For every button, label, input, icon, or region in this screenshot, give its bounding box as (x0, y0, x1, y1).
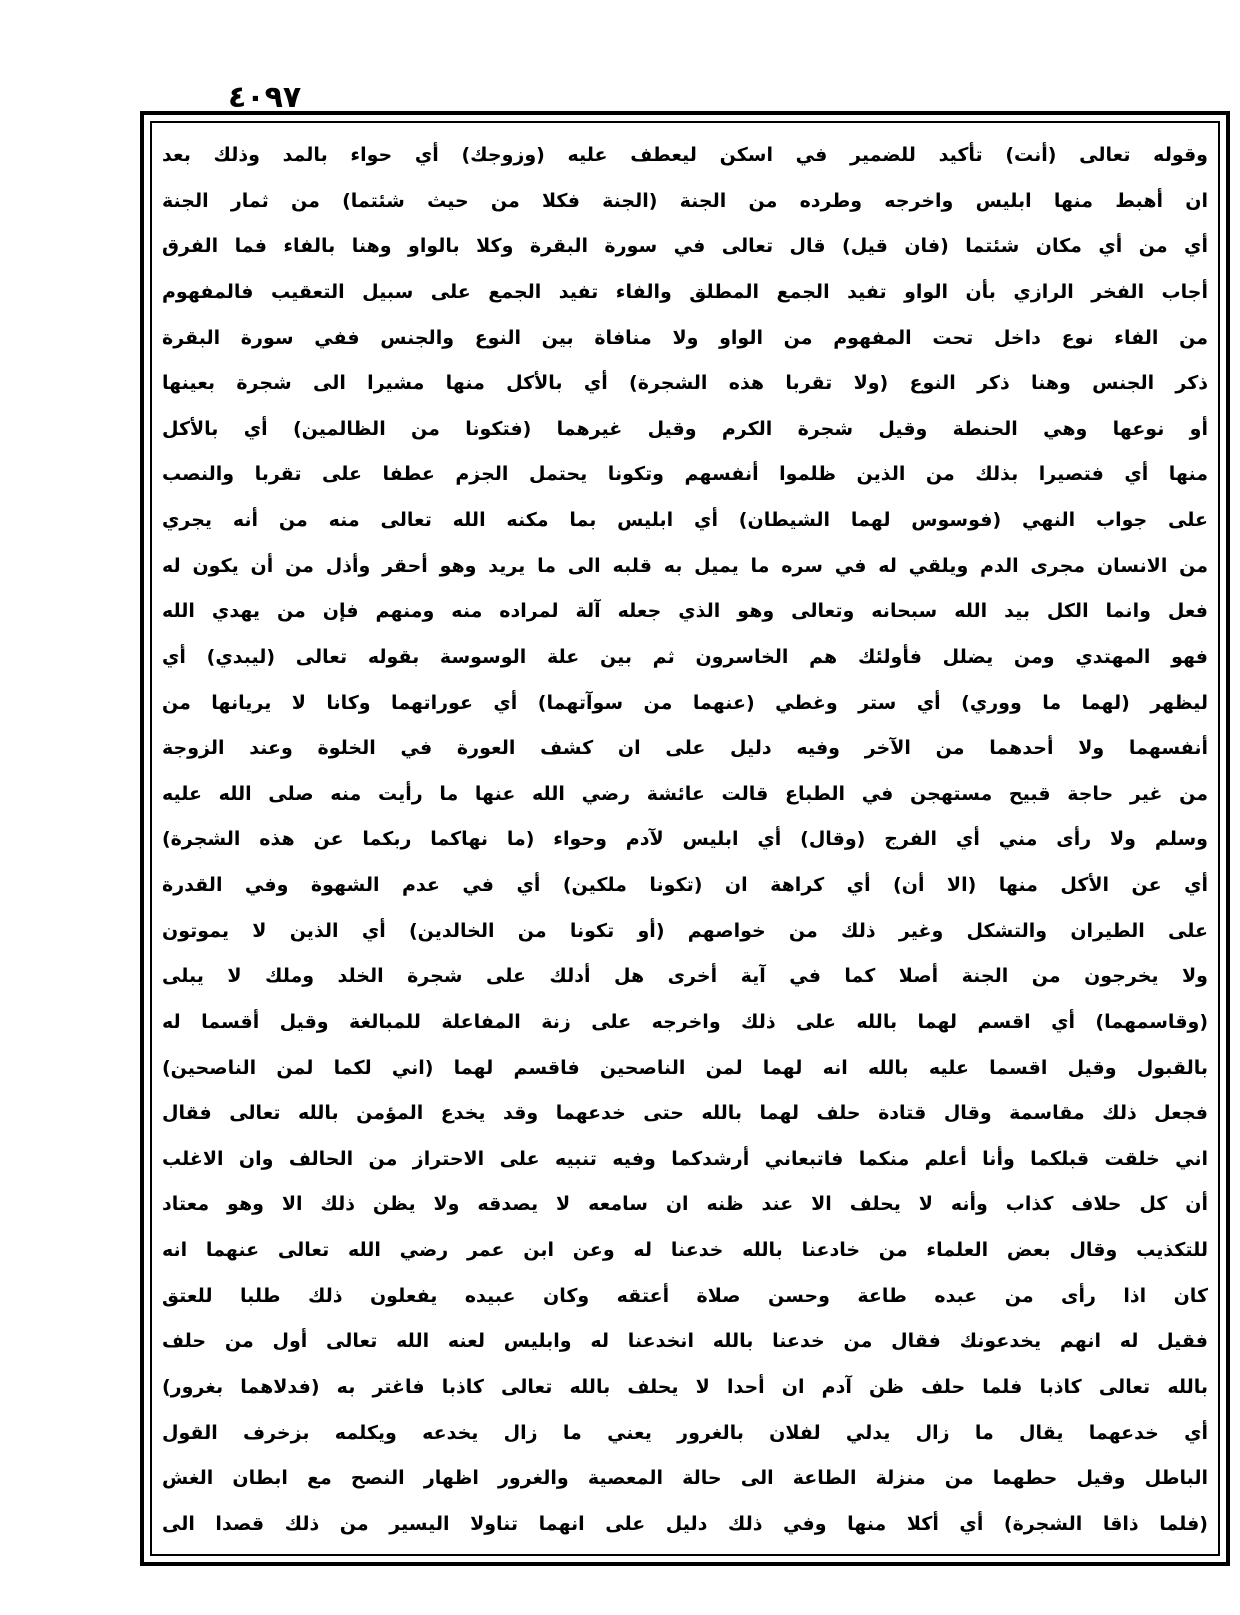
text-line: الباطل وقيل حطهما من منزلة الطاعة الى حالة المعصية والغرور اظهار النصح مع ابطان الغش (162, 1467, 1208, 1490)
text-line: أي عن الأكل منها (الا أن) أي كراهة ان (تكونا ملكين) أي في عدم الشهوة وفي القدرة (162, 874, 1208, 896)
text-line: فهو المهتدي ومن يضلل فأولئك هم الخاسرون ثم بين علة الوسوسة بقوله تعالى (ليبدي) أي (162, 645, 1208, 668)
text-line: اني خلقت قبلكما وأنا أعلم منكما فاتبعاني أرشدكما وفيه تنبيه على الاحتراز من الحالف وان الاغلب (162, 1147, 1208, 1170)
text-line: على الطيران والتشكل وغير ذلك من خواصهم (أو تكونا من الخالدين) أي الذين لا يموتون (162, 919, 1208, 942)
text-line: أي من أي مكان شئتما (فان قيل) قال تعالى في سورة البقرة وكلا بالواو وهنا بالفاء فما الفرق (162, 235, 1208, 258)
text-line: (فلما ذاقا الشجرة) أي أكلا منها وفي ذلك دليل على انهما تناولا اليسير من ذلك قصدا الى (162, 1512, 1208, 1535)
text-line: من الانسان مجرى الدم ويلقي له في سره ما يميل به قلبه الى ما يريد وهو أحقر وأذل من أن يكون له (162, 554, 1208, 577)
text-line: ذكر الجنس وهنا ذكر النوع (ولا تقربا هذه الشجرة) أي بالأكل منها مشيرا الى شجرة بعينها (162, 372, 1208, 395)
text-line: منها أي فتصيرا بذلك من الذين ظلموا أنفسهم وتكونا يحتمل الجزم عطفا على تقربا والنصب (162, 463, 1208, 486)
main-text-block (162, 135, 1208, 1544)
text-line: أجاب الفخر الرازي بأن الواو تفيد الجمع المطلق والفاء تفيد الجمع على سبيل التعقيب فالمفهوم (162, 280, 1208, 303)
text-line: بالله تعالى كاذبا فلما حلف ظن آدم ان أحدا لا يحلف بالله تعالى كاذبا فاغتر به (فدلاهما بغرور) (162, 1375, 1208, 1398)
text-line: بالقبول وقيل اقسما عليه بالله انه لهما لمن الناصحين فاقسم لهما (اني لكما لمن الناصحين) (162, 1056, 1208, 1079)
text-line: أي خدعهما يقال ما زال يدلي لفلان بالغرور يعني ما زال يخدعه ويكلمه بزخرف القول (162, 1421, 1208, 1444)
text-line: أن كل حلاف كذاب وأنه لا يحلف الا عند ظنه ان سامعه لا يصدقه ولا يظن ذلك الا وهو معتاد (162, 1193, 1208, 1216)
text-line: ان أهبط منها ابليس واخرجه وطرده من الجنة (الجنة فكلا من حيث شئتما) من ثمار الجنة (162, 189, 1208, 212)
text-line: ليظهر (لهما ما ووري) أي ستر وغطي (عنهما من سوآتهما) أي عوراتهما وكانا لا يريانها من (162, 691, 1208, 714)
text-line: ولا يخرجون من الجنة أصلا كما في آية أخرى هل أدلك على شجرة الخلد وملك لا يبلى (162, 965, 1208, 988)
text-line: أنفسهما ولا أحدهما من الآخر وفيه دليل على ان كشف العورة في الخلوة وعند الزوجة (162, 737, 1208, 760)
text-line: أو نوعها وهي الحنطة وقيل شجرة الكرم وقيل غيرهما (فتكونا من الظالمين) أي بالأكل (162, 417, 1208, 440)
text-line: فجعل ذلك مقاسمة وقال قتادة حلف لهما بالله حتى خدعهما وقد يخدع المؤمن بالله تعالى فقال (162, 1102, 1208, 1125)
text-line: كان اذا رأى من عبده طاعة وحسن صلاة أعتقه وكان عبيده يفعلون ذلك طلبا للعتق (162, 1284, 1208, 1307)
text-line: من الفاء نوع داخل تحت المفهوم من الواو ولا منافاة بين النوع والجنس ففي سورة البقرة (162, 326, 1208, 349)
text-line: فقيل له انهم يخدعونك فقال من خدعنا بالله انخدعنا له وابليس لعنه الله تعالى أول من حلف (162, 1330, 1208, 1353)
page-number: ٤٠٩٧ (228, 80, 302, 115)
page-frame (140, 111, 1230, 1566)
text-line: (وقاسمهما) أي اقسم لهما بالله على ذلك واخرجه على زنة المفاعلة للمبالغة وقيل أقسما له (162, 1010, 1208, 1033)
text-line: فعل وانما الكل بيد الله سبحانه وتعالى وهو الذي جعله آلة لمراده منه ومنهم فإن من يهدي الله (162, 600, 1208, 623)
text-line: وقوله تعالى (أنت) تأكيد للضمير في اسكن ليعطف عليه (وزوجك) أي حواء بالمد وذلك بعد (162, 144, 1208, 166)
text-line: للتكذيب وقال بعض العلماء من خادعنا بالله خدعنا له وعن ابن عمر رضي الله تعالى عنهما انه (162, 1239, 1208, 1261)
text-line: من غير حاجة قبيح مستهجن في الطباع قالت عائشة رضي الله عنها ما رأيت منه صلى الله عليه (162, 782, 1208, 805)
text-line: وسلم ولا رأى مني أي الفرج (وقال) أي ابليس لآدم وحواء (ما نهاكما ربكما عن هذه الشجرة) (162, 828, 1208, 851)
page-frame-inner-border (150, 121, 1220, 1556)
text-line: على جواب النهي (فوسوس لهما الشيطان) أي ابليس بما مكنه الله تعالى منه من أنه يجري (162, 509, 1208, 531)
